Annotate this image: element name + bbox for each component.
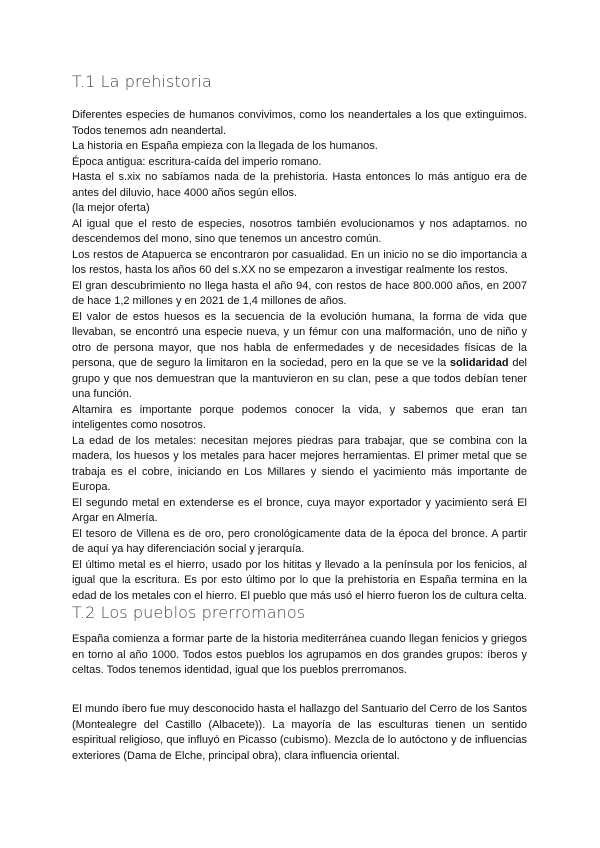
section-title-pueblos-prerromanos: T.2 Los pueblos prerromanos bbox=[72, 603, 306, 622]
paragraph: La edad de los metales: necesitan mejores piedras para trabajar, que se combina con la madera, los huesos y los metales para hacer mejores herramientas. El primer metal que se trabaja es el cobre, iniciando en Los Millares y siendo el yacimiento más importante de Europa. bbox=[72, 434, 527, 493]
paragraph: El mundo íbero fue muy desconocido hasta el hallazgo del Santuario del Cerro de los Santos (Montealegre del Castillo (Albacete)). La mayoría de las esculturas tienen un sentido espiritual religioso, que influyó en Picasso (cubismo). Mezcla de lo autóctono y de influencias exteriores (Dama de Elche, principal obra), clara influencia oriental. bbox=[72, 703, 527, 762]
paragraph: Época antigua: escritura-caída del imperio romano. bbox=[72, 155, 322, 168]
paragraph: (la mejor oferta) bbox=[72, 202, 150, 214]
section-body-prehistoria bbox=[72, 108, 527, 604]
text-run: del grupo y que nos demuestran que la mantuvieron en su clan, pese a que todos debían tener una función. bbox=[72, 357, 527, 400]
text-run: El valor de estos huesos es la secuencia de la evolución humana, la forma de vida que llevaban, se encontró una especie nueva, y un fémur con una malformación, uno de niño y otro de persona mayor, que nos habla de enfermedades y de necesidades físicas de la persona, que de seguro la limitaron en la sociedad, pero en la que se ve la bbox=[72, 310, 527, 369]
paragraph: El tesoro de Villena es de oro, pero cronológicamente data de la época del bronce. A partir de aquí ya hay diferenciación social y jerarquía. bbox=[72, 527, 527, 555]
paragraph: El segundo metal en extenderse es el bronce, cuya mayor exportador y yacimiento será El Argar en Almería. bbox=[72, 496, 527, 524]
section-body-prerromanos-2 bbox=[72, 702, 527, 764]
paragraph: La historia en España empieza con la llegada de los humanos. bbox=[72, 140, 378, 152]
paragraph: El gran descubrimiento no llega hasta el año 94, con restos de hace 800.000 años, en 2007 de hace 1,2 millones y en 2021 de 1,4 millones de años. bbox=[72, 279, 527, 307]
paragraph-with-bold bbox=[72, 310, 527, 403]
bold-term: solidaridad bbox=[449, 357, 509, 369]
paragraph: El último metal es el hierro, usado por los hititas y llevado a la península por los fenicios, al igual que la escritura. Es por esto último por lo que la prehistoria en España termina en la edad de los metales con el hierro. El pueblo que más usó el hierro fueron los de cultura celta. bbox=[72, 558, 527, 602]
paragraph: Hasta el s.xix no sabíamos nada de la prehistoria. Hasta entonces lo más antiguo era de antes del diluvio, hace 4000 años según ellos. bbox=[72, 171, 527, 199]
paragraph: Los restos de Atapuerca se encontraron por casualidad. En un inicio no se dio importancia a los restos, hasta los años 60 del s.XX no se empezaron a investigar realmente los restos. bbox=[72, 248, 527, 276]
paragraph: Diferentes especies de humanos convivimos, como los neandertales a los que extinguimos. Todos tenemos adn neandertal. bbox=[72, 109, 527, 137]
section-body-prerromanos-1 bbox=[72, 632, 527, 679]
paragraph: España comienza a formar parte de la historia mediterránea cuando llegan fenicios y griegos en torno al año 1000. Todos estos pueblos los agrupamos en dos grandes grupos: íberos y celtas. Todos tenemos identidad, igual que los pueblos prerromanos. bbox=[72, 633, 527, 676]
paragraph: Altamira es importante porque podemos conocer la vida, y sabemos que eran tan inteligentes como nosotros. bbox=[72, 403, 527, 431]
paragraph: Al igual que el resto de especies, nosotros también evolucionamos y nos adaptamos. no descendemos del mono, sino que tenemos un ancestro común. bbox=[72, 217, 527, 245]
section-title-prehistoria: T.1 La prehistoria bbox=[72, 72, 212, 91]
